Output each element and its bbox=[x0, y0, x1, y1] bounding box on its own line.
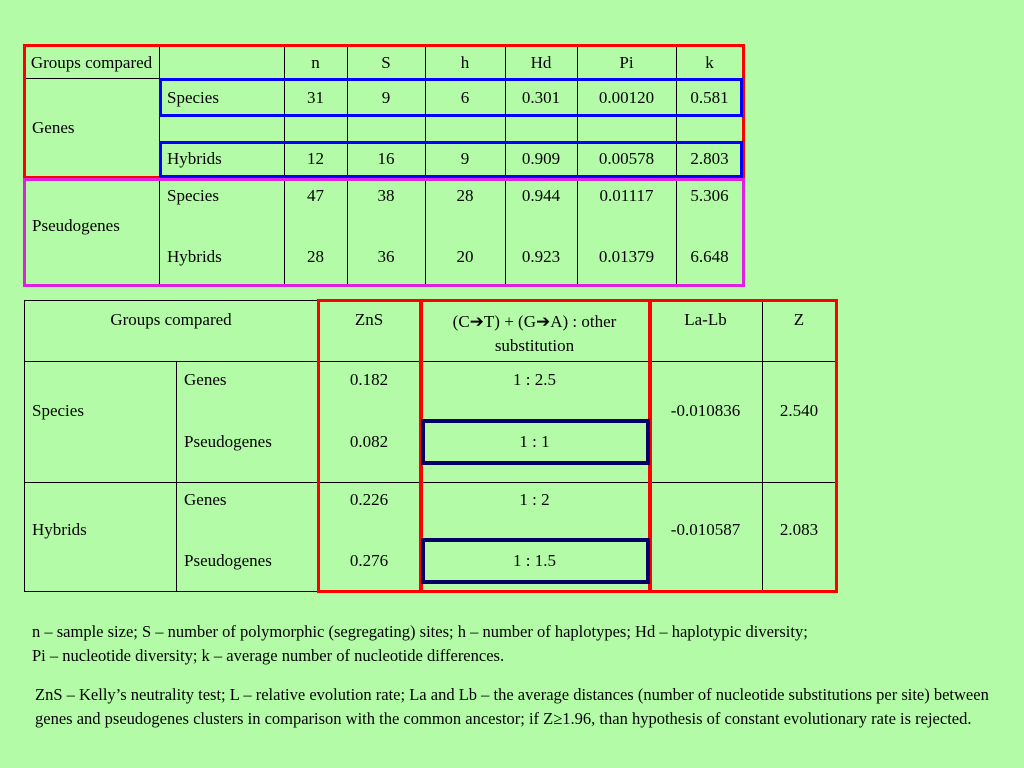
cell-s: 16 bbox=[377, 149, 395, 168]
cell-zns: 0.082 bbox=[349, 432, 389, 451]
cell-k: 5.306 bbox=[690, 186, 729, 205]
cell-pi: 0.00120 bbox=[598, 88, 655, 107]
cell-pi: 0.00578 bbox=[598, 149, 655, 168]
cell-ratio: 1 : 1.5 bbox=[513, 551, 556, 570]
row-label: Pseudogenes bbox=[184, 432, 272, 451]
cell-hd: 0.301 bbox=[521, 88, 561, 107]
header-zns: ZnS bbox=[354, 310, 384, 329]
abbreviations-note bbox=[32, 620, 1017, 668]
cell-h: 20 bbox=[456, 247, 474, 266]
cell-k: 2.803 bbox=[690, 149, 729, 168]
cell-hd: 0.944 bbox=[521, 186, 561, 205]
species-z: 2.540 bbox=[779, 401, 819, 420]
row-label: Species bbox=[167, 88, 219, 107]
cell-zns: 0.276 bbox=[349, 551, 389, 570]
cell-pi: 0.01117 bbox=[599, 186, 654, 205]
row-label: Hybrids bbox=[167, 247, 222, 266]
header-k: k bbox=[705, 53, 714, 72]
species-la-lb: -0.010836 bbox=[670, 401, 741, 420]
hybrids-z: 2.083 bbox=[779, 520, 819, 539]
cell-h: 9 bbox=[460, 149, 470, 168]
group-label-genes: Genes bbox=[32, 118, 75, 137]
row-label: Genes bbox=[184, 370, 227, 389]
cell-zns: 0.226 bbox=[349, 490, 389, 509]
cell-k: 6.648 bbox=[690, 247, 729, 266]
cell-zns: 0.182 bbox=[349, 370, 389, 389]
arrow-icon: ➔ bbox=[535, 312, 551, 331]
cell-hd: 0.923 bbox=[521, 247, 561, 266]
group-label-species: Species bbox=[32, 401, 84, 420]
header-s: S bbox=[381, 53, 391, 72]
cell-n: 31 bbox=[307, 88, 324, 107]
genes-hybrids-highlight-box bbox=[159, 141, 743, 178]
row-label: Pseudogenes bbox=[184, 551, 272, 570]
arrow-icon: ➔ bbox=[469, 312, 484, 331]
cell-h: 28 bbox=[456, 186, 474, 205]
lalb-z-highlight-box bbox=[649, 299, 838, 593]
cell-h: 6 bbox=[460, 88, 470, 107]
cell-s: 9 bbox=[381, 88, 391, 107]
hybrids-pseudogenes-ratio-box bbox=[421, 538, 650, 584]
zns-note: ZnS – Kelly’s neutrality test; L – relative evolution rate; La and Lb – the average distances (number of nucleotide substitutions per site) between genes and pseudogenes clusters in comparison with the common ancestor; if Z≥1.96, than hypothesis of constant evolutionary rate is rejected. bbox=[35, 685, 989, 728]
header-hd: Hd bbox=[530, 53, 552, 72]
header-h: h bbox=[460, 53, 470, 72]
abbreviations-line-2: Pi – nucleotide diversity; k – average number of nucleotide differences. bbox=[32, 646, 505, 665]
header-n: n bbox=[311, 53, 320, 72]
header-la-lb: La-Lb bbox=[684, 310, 727, 329]
header-z: Z bbox=[793, 310, 805, 329]
cell-pi: 0.01379 bbox=[598, 247, 655, 266]
cell-s: 38 bbox=[377, 186, 395, 205]
header-ratio-part-a: (C bbox=[452, 312, 470, 331]
hybrids-la-lb: -0.010587 bbox=[670, 520, 741, 539]
header-pi: Pi bbox=[619, 53, 634, 72]
pseudogenes-highlight-box bbox=[23, 178, 745, 287]
genes-species-highlight-box bbox=[159, 78, 743, 117]
row-label: Genes bbox=[184, 490, 227, 509]
cell-s: 36 bbox=[377, 247, 395, 266]
row-label: Hybrids bbox=[167, 149, 222, 168]
cell-hd: 0.909 bbox=[521, 149, 561, 168]
abbreviations-line-1: n – sample size; S – number of polymorphic (segregating) sites; h – number of haplotypes; Hd – haplotypic diversity; bbox=[32, 622, 808, 641]
group-label-hybrids: Hybrids bbox=[32, 520, 87, 539]
cell-ratio: 1 : 2 bbox=[519, 490, 550, 509]
header-ratio-part-c: A) : other substitution bbox=[494, 312, 617, 355]
row-label: Species bbox=[167, 186, 219, 205]
species-pseudogenes-ratio-box bbox=[421, 419, 650, 465]
header-groups-compared: Groups compared bbox=[30, 53, 153, 72]
header-ratio-part-b: T) + (G bbox=[483, 312, 536, 331]
cell-ratio: 1 : 2.5 bbox=[513, 370, 556, 389]
cell-n: 28 bbox=[307, 247, 324, 266]
cell-n: 12 bbox=[307, 149, 324, 168]
cell-k: 0.581 bbox=[690, 88, 729, 107]
group-label-pseudogenes: Pseudogenes bbox=[32, 216, 120, 235]
cell-ratio: 1 : 1 bbox=[519, 432, 550, 451]
header-groups-compared: Groups compared bbox=[110, 310, 232, 329]
cell-n: 47 bbox=[307, 186, 324, 205]
zns-column-highlight-box bbox=[317, 299, 422, 593]
